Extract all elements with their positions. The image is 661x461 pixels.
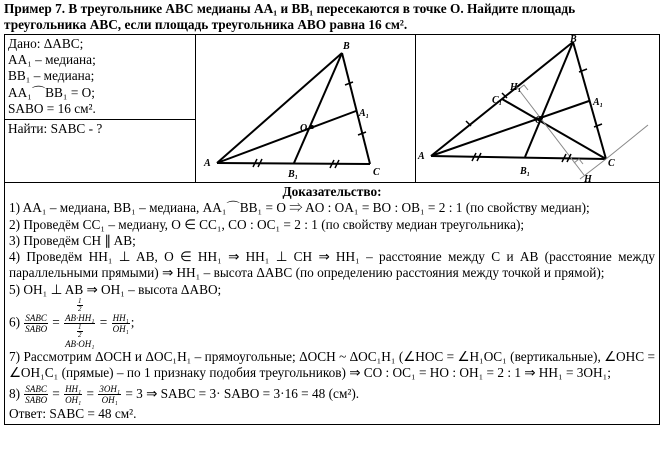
equals-sign: = (99, 314, 108, 330)
label-o: O (300, 123, 308, 134)
proof-step-5: 5) OH₁ ⊥ AB ⇒ OH₁ – высота ΔABO; (9, 281, 222, 297)
problem-title: Пример 7. В треугольнике ABC медианы AA₁ и BB₁ пересекаются в точке О. Найдите площадь треугольника ABC, если площадь треугольника ABO равна 16 см². (4, 1, 576, 32)
fraction-heights (112, 313, 130, 334)
denominator-text: AB·OH₁ (65, 339, 95, 350)
step-8-number: 8) (9, 385, 21, 401)
side-ac (217, 163, 370, 164)
equals-sign: = (86, 385, 95, 401)
median-aa1 (217, 111, 356, 163)
median-bb1 (525, 42, 573, 157)
label-h1: H₁ (510, 82, 522, 93)
proof-step-4: 4) Проведём HH₁ ⊥ AB, O ∈ HH₁ ⇒ HH₁ ⊥ CH ⇒ HH₁ – расстояние между C и AB (расстояние между параллельными прямыми) ⇒ HH₁ – высота ΔABC (по определению расстояния между точкой и прямой); (9, 249, 655, 281)
fraction-area-formula (64, 298, 95, 349)
step-6-number: 6) (9, 314, 21, 330)
fraction-numerator: SABC (25, 384, 47, 395)
fraction-numerator: HH₁ (112, 313, 129, 324)
half-numerator: 1 (78, 323, 82, 332)
fraction-area-ratio (24, 313, 48, 334)
label-c: C (608, 158, 615, 169)
line-ch-parallel (606, 125, 648, 159)
figure-triangle-construction (416, 35, 659, 182)
step-6-end: ; (130, 314, 135, 330)
given-body (5, 35, 195, 120)
label-a1: A₁ (359, 108, 370, 119)
half-denominator: 2 (78, 331, 82, 340)
fraction-numerator (64, 298, 95, 324)
proof-heading: Доказательство: (282, 184, 382, 199)
given-line: AA₁⌒BB₁ = O; (8, 84, 95, 100)
top-row (5, 35, 659, 183)
answer-line: Ответ: SABC = 48 см². (9, 405, 137, 421)
label-a: A (418, 151, 425, 162)
proof-step-8 (9, 382, 655, 406)
numerator-text: AB·HH₁ (65, 313, 95, 324)
figure-triangle-medians (196, 35, 416, 182)
median-cc1 (502, 99, 606, 159)
figure-1-svg (196, 35, 415, 182)
proof-step-1: 1) AA₁ – медиана, BB₁ – медиана, AA₁⌒BB₁ = O ⇒ AO : OA₁ = BO : OB₁ = 2 : 1 (по свойству медиан); (9, 200, 590, 216)
side-ac (431, 156, 606, 159)
proof-step-3: 3) Проведём CH ∥ AB; (9, 232, 136, 248)
label-o: O (535, 115, 543, 126)
fraction-numerator: HH₁ (65, 384, 82, 395)
label-c: C (373, 167, 380, 178)
fraction-heights (64, 384, 82, 405)
fraction-area-ratio (24, 384, 48, 405)
side-ab (217, 53, 342, 163)
label-a1: A₁ (593, 97, 604, 108)
fraction-denominator: SABO (25, 395, 48, 406)
label-b1: B₁ (288, 169, 299, 180)
proof-step-6 (9, 298, 655, 349)
fraction-numerator: SABC (25, 313, 47, 324)
fraction-denominator (64, 324, 95, 349)
tick-marks (466, 69, 602, 162)
half-fraction (77, 298, 83, 313)
fraction-denominator: OH₁ (101, 395, 118, 406)
proof-step-7: 7) Рассмотрим ΔOCH и ΔOC₁H₁ – прямоугольные; ΔOCH ~ ΔOC₁H₁ (∠HOC = ∠H₁OC₁ (вертикальные), ∠OHC = ∠OH₁C₁ (прямые) – по 1 признаку подобия треугольников) ⇒ CO : OC₁ = HO : OH₁ = 2 : 1 ⇒ HH₁ = 3OH₁; (9, 349, 655, 381)
given-label: Дано: ΔABC; (8, 36, 84, 51)
step-8-result: = 3 ⇒ SABC = 3· SABO = 3·16 = 48 (см²). (125, 385, 360, 401)
label-c1: C₁ (492, 95, 503, 106)
fraction-denominator: OH₁ (65, 395, 82, 406)
equals-sign: = (52, 385, 60, 401)
label-h: H (584, 174, 592, 182)
label-b: B (570, 35, 577, 45)
label-b1: B₁ (520, 166, 531, 177)
equals-sign: = (52, 314, 60, 330)
fraction-denominator: OH₁ (112, 324, 129, 335)
find-text: Найти: SABC - ? (8, 121, 103, 136)
label-b: B (343, 41, 350, 52)
half-fraction (77, 324, 83, 339)
half-numerator: 1 (78, 297, 82, 306)
point-o (310, 125, 314, 129)
given-cell (5, 35, 196, 182)
half-denominator: 2 (78, 305, 82, 314)
median-bb1 (294, 53, 342, 163)
fraction-numerator: 3OH₁ (99, 384, 120, 395)
label-a: A (204, 158, 211, 169)
figure-2-svg (416, 35, 659, 182)
given-line: SABO = 16 см². (8, 100, 96, 116)
proof-section (5, 183, 659, 424)
solution-table (4, 34, 660, 425)
fraction-denominator: SABO (25, 324, 48, 335)
median-aa1 (431, 101, 589, 156)
fraction-substituted (98, 384, 121, 405)
proof-step-2: 2) Проведём CC₁ – медиану, O ∈ CC₁, CO : OC₁ = 2 : 1 (по свойству медиан треугольника); (9, 216, 525, 232)
given-line: AA₁ – медиана; (8, 52, 96, 68)
given-line: BB₁ – медиана; (8, 68, 95, 84)
